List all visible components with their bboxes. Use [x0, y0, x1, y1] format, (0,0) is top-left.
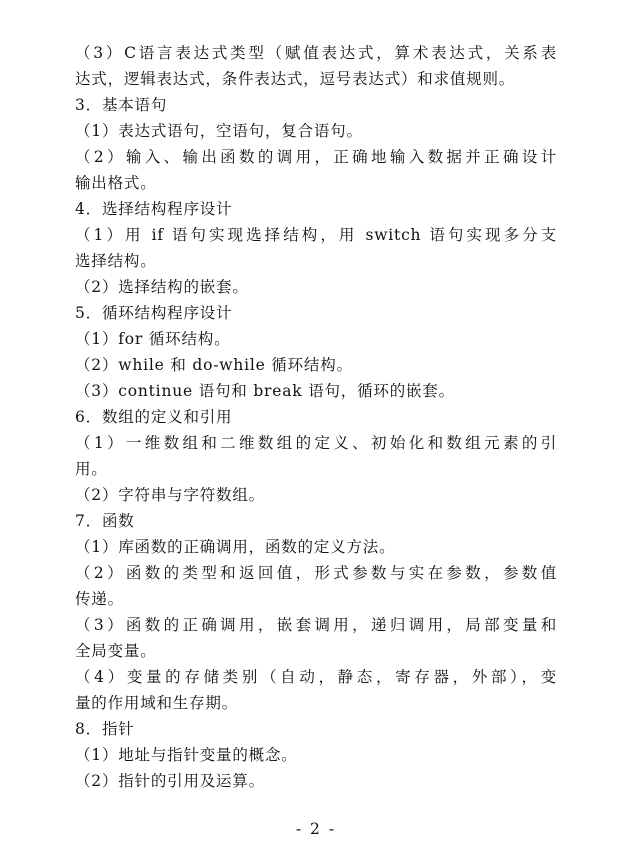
text-line: （1）库函数的正确调用，函数的定义方法。	[75, 538, 396, 556]
document-body	[75, 40, 557, 794]
text-line: （1）for 循环结构。	[75, 330, 231, 348]
section-heading: 5．循环结构程序设计	[75, 304, 233, 322]
text-line: 达式，逻辑表达式，条件表达式，逗号表达式）和求值规则。	[75, 70, 516, 88]
text-line: （1）用 if 语句实现选择结构，用 switch 语句实现多分支	[75, 226, 557, 244]
text-line: （2）选择结构的嵌套。	[75, 278, 249, 296]
text-line: 全局变量。	[75, 642, 157, 660]
text-line: 用。	[75, 460, 108, 478]
text-line: 输出格式。	[75, 174, 157, 192]
text-line: 选择结构。	[75, 252, 157, 270]
text-line: （4）变量的存储类别（自动，静态，寄存器，外部），变	[75, 668, 557, 686]
section-heading: 7．函数	[75, 512, 135, 530]
text-line: （1）地址与指针变量的概念。	[75, 746, 298, 764]
text-line: （2）函数的类型和返回值，形式参数与实在参数，参数值	[75, 564, 557, 582]
text-line: （2）输入、输出函数的调用，正确地输入数据并正确设计	[75, 148, 557, 166]
text-line: （1）一维数组和二维数组的定义、初始化和数组元素的引	[75, 434, 557, 452]
text-line: （2）指针的引用及运算。	[75, 772, 265, 790]
section-heading: 6．数组的定义和引用	[75, 408, 233, 426]
section-heading: 3．基本语句	[75, 96, 168, 114]
section-heading: 8．指针	[75, 720, 135, 738]
text-line: 传递。	[75, 590, 124, 608]
text-line: （3）函数的正确调用，嵌套调用，递归调用，局部变量和	[75, 616, 557, 634]
text-line: （2）字符串与字符数组。	[75, 486, 265, 504]
section-heading: 4．选择结构程序设计	[75, 200, 233, 218]
text-line: （1）表达式语句，空语句，复合语句。	[75, 122, 363, 140]
text-line: （3）C语言表达式类型（赋值表达式，算术表达式，关系表	[75, 44, 557, 62]
page-number: - 2 -	[295, 820, 337, 838]
text-line: 量的作用域和生存期。	[75, 694, 239, 712]
text-line: （3）continue 语句和 break 语句，循环的嵌套。	[75, 382, 455, 400]
text-line: （2）while 和 do-while 循环结构。	[75, 356, 353, 374]
